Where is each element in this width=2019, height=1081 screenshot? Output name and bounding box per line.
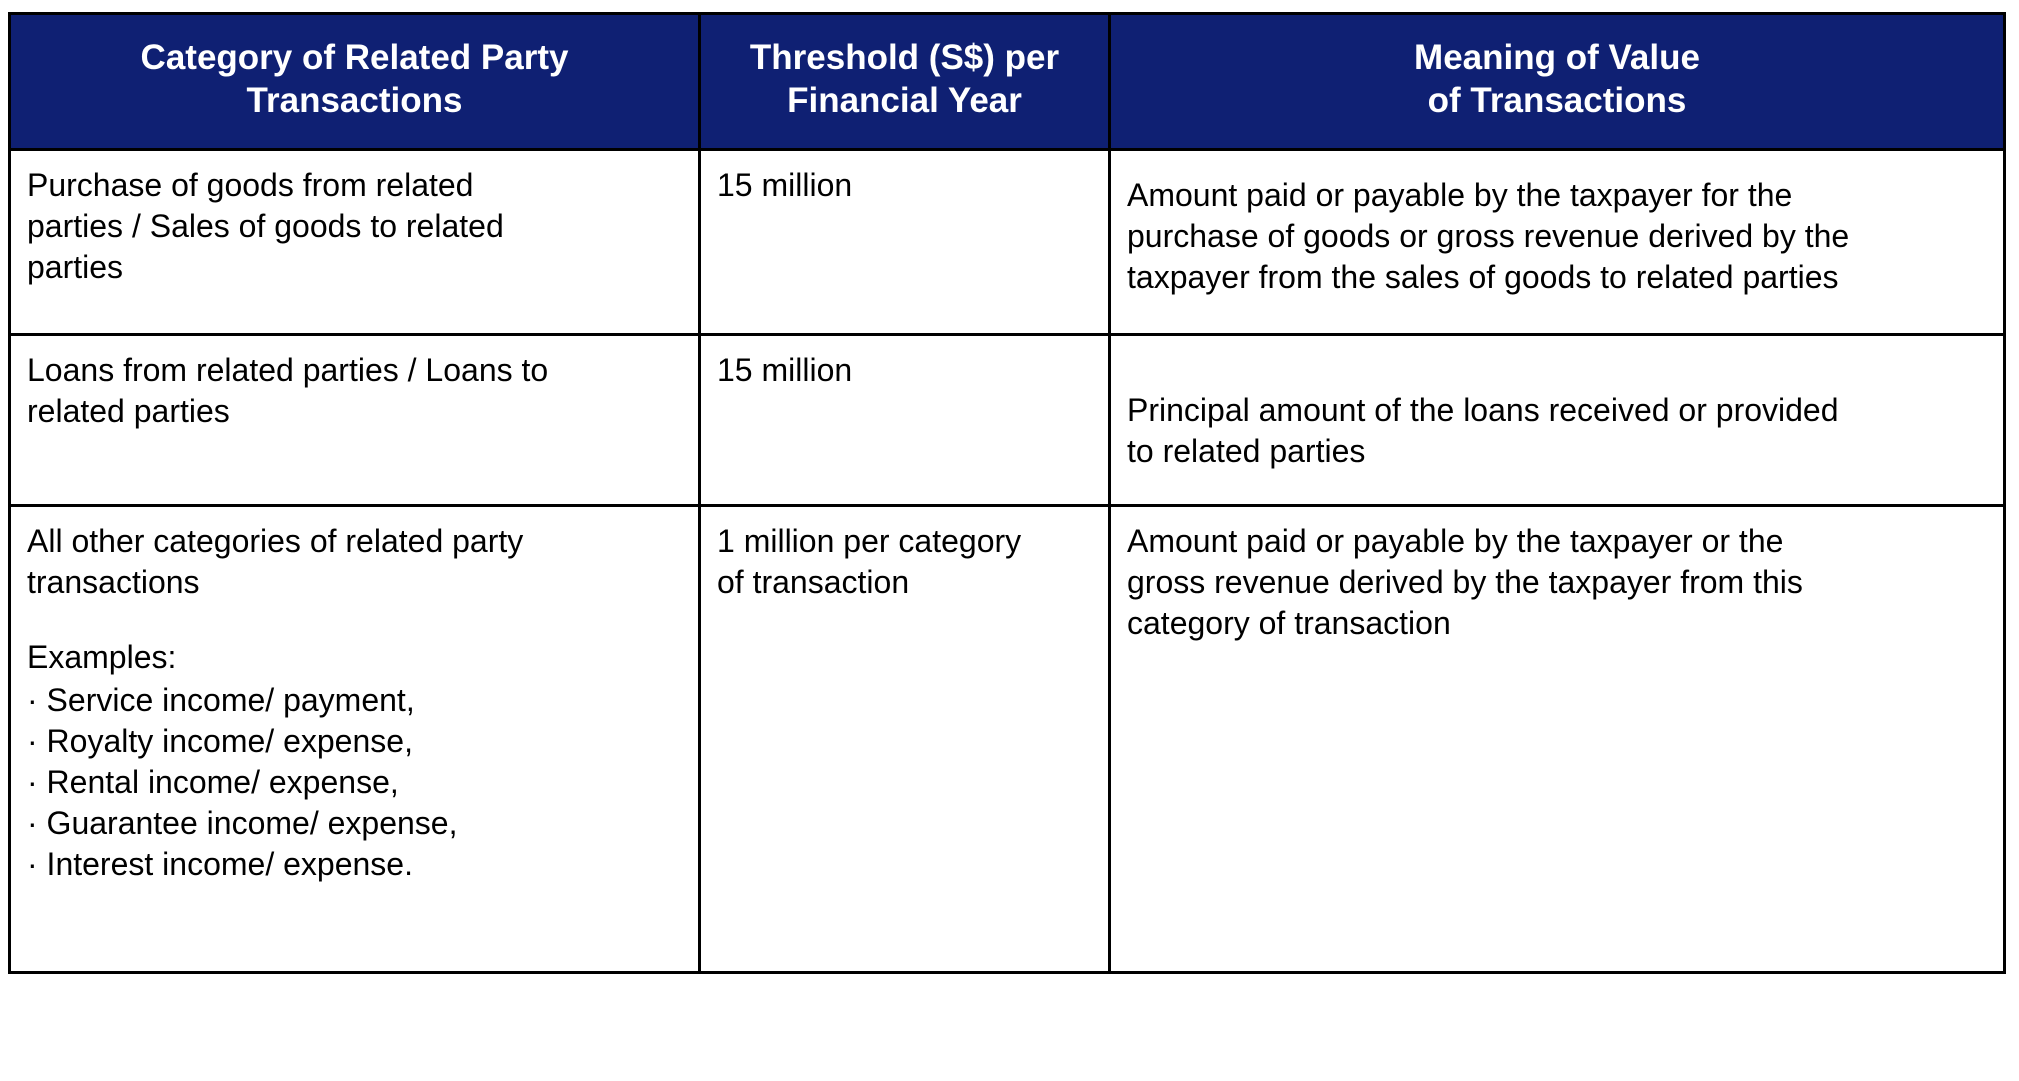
cell-category-2 bbox=[10, 335, 700, 506]
cell-category-1-line-2: parties / Sales of goods to related bbox=[27, 208, 504, 245]
list-item: · Service income/ payment, bbox=[27, 680, 682, 721]
cell-category-3 bbox=[10, 506, 700, 973]
column-header-threshold-line-2: Financial Year bbox=[787, 80, 1022, 120]
cell-meaning-3-line-3: category of transaction bbox=[1127, 605, 1451, 642]
cell-category-3-line-2: transactions bbox=[27, 564, 200, 601]
table-row bbox=[10, 335, 2005, 506]
list-item: · Guarantee income/ expense, bbox=[27, 803, 682, 844]
cell-meaning-2-line-2: to related parties bbox=[1127, 433, 1366, 470]
column-header-category bbox=[10, 14, 700, 150]
column-header-meaning-line-1: Meaning of Value bbox=[1414, 38, 1700, 77]
cell-category-3-examples-list bbox=[27, 680, 682, 885]
table-row bbox=[10, 150, 2005, 335]
cell-category-1-line-1: Purchase of goods from related bbox=[27, 167, 474, 204]
list-item: · Rental income/ expense, bbox=[27, 762, 682, 803]
cell-meaning-2-line-1: Principal amount of the loans received or provided bbox=[1127, 392, 1839, 429]
table-header-row bbox=[10, 14, 2005, 150]
cell-meaning-1-line-2: purchase of goods or gross revenue derived by the bbox=[1127, 218, 1850, 255]
cell-threshold-3-line-1: 1 million per category bbox=[717, 523, 1022, 560]
cell-category-3-line-1: All other categories of related party bbox=[27, 523, 524, 560]
cell-category-1-line-3: parties bbox=[27, 249, 124, 286]
cell-category-3-examples-label: Examples: bbox=[27, 639, 177, 676]
cell-threshold-2 bbox=[700, 335, 1110, 506]
cell-category-2-line-2: related parties bbox=[27, 393, 230, 430]
column-header-threshold bbox=[700, 14, 1110, 150]
cell-category-3-spacer bbox=[27, 603, 682, 637]
list-item: · Interest income/ expense. bbox=[27, 844, 682, 885]
cell-threshold-1-line-1: 15 million bbox=[717, 167, 853, 204]
table-row bbox=[10, 506, 2005, 973]
cell-threshold-1 bbox=[700, 150, 1110, 335]
cell-category-1 bbox=[10, 150, 700, 335]
related-party-transactions-table bbox=[8, 12, 2006, 974]
cell-meaning-1-line-3: taxpayer from the sales of goods to related parties bbox=[1127, 259, 1839, 296]
cell-meaning-3-line-2: gross revenue derived by the taxpayer from this bbox=[1127, 564, 1803, 601]
column-header-category-line-1: Category of Related Party bbox=[140, 38, 569, 77]
column-header-category-line-2: Transactions bbox=[246, 80, 463, 120]
column-header-meaning-line-2: of Transactions bbox=[1427, 80, 1687, 120]
table-header bbox=[10, 14, 2005, 150]
cell-threshold-3 bbox=[700, 506, 1110, 973]
cell-meaning-1 bbox=[1110, 150, 2005, 335]
cell-threshold-2-line-1: 15 million bbox=[717, 352, 853, 389]
cell-meaning-3-line-1: Amount paid or payable by the taxpayer or the bbox=[1127, 523, 1784, 560]
table-body bbox=[10, 150, 2005, 973]
cell-category-2-line-1: Loans from related parties / Loans to bbox=[27, 352, 549, 389]
cell-threshold-3-line-2: of transaction bbox=[717, 564, 910, 601]
column-header-threshold-line-1: Threshold (S$) per bbox=[749, 38, 1060, 77]
column-header-meaning bbox=[1110, 14, 2005, 150]
cell-meaning-2 bbox=[1110, 335, 2005, 506]
cell-meaning-1-line-1: Amount paid or payable by the taxpayer for the bbox=[1127, 177, 1793, 214]
cell-meaning-3 bbox=[1110, 506, 2005, 973]
list-item: · Royalty income/ expense, bbox=[27, 721, 682, 762]
